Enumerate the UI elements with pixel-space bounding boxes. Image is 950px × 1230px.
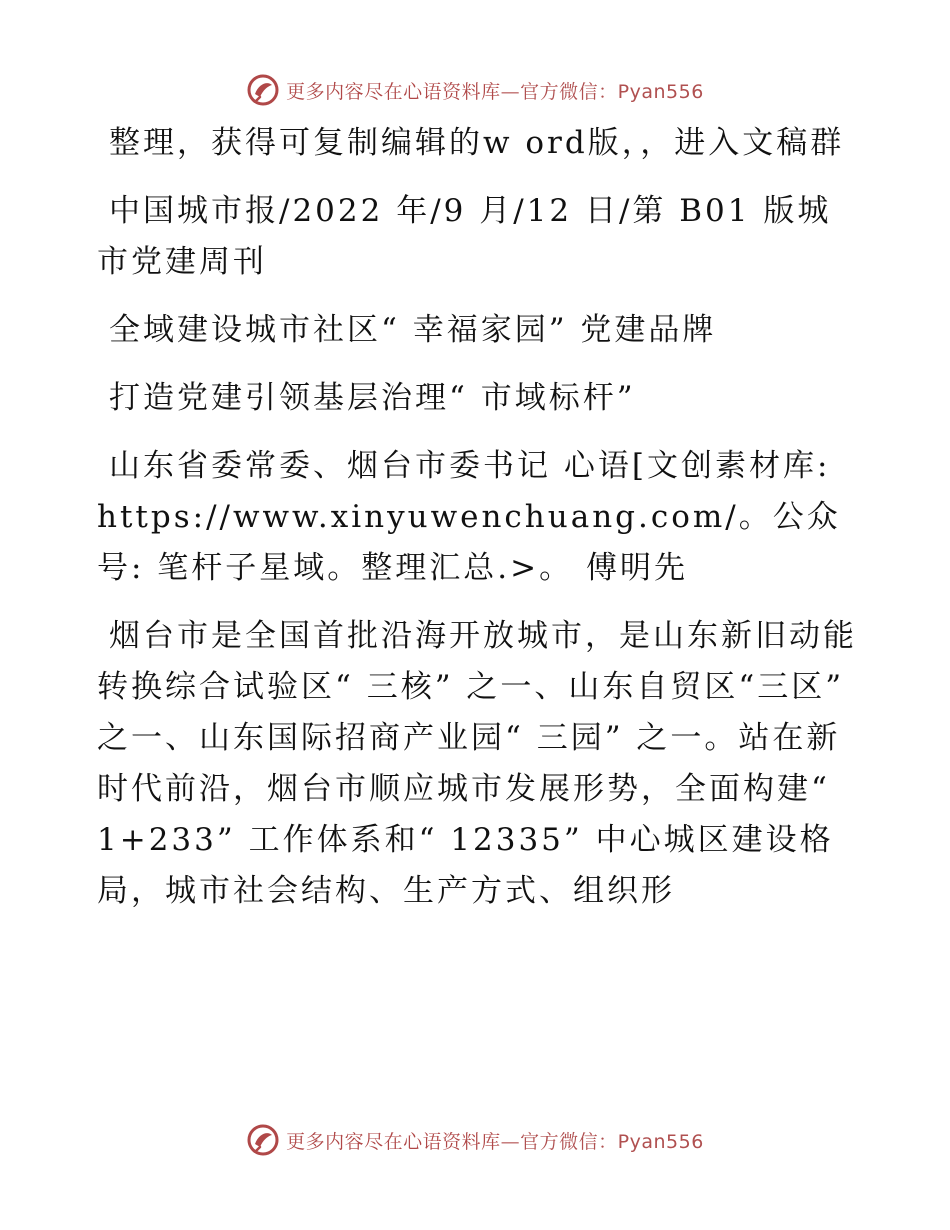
header-banner-main: 更多内容尽在心语资料库 xyxy=(286,80,501,103)
brand-logo-icon xyxy=(246,73,280,107)
paragraph-author: 山东省委常委、烟台市委书记 心语[文创素材库: https://www.xinyuwenchuang.com/。公众号: 笔杆子星域。整理汇总.>。 傅明先 xyxy=(97,448,841,586)
paragraph-intro: 整理，获得可复制编辑的w ord版，，进入文稿群 xyxy=(109,125,845,161)
paragraph-source: 中国城市报/2022 年/9 月/12 日/第 B01 版城市党建周刊 xyxy=(97,193,832,280)
header-banner-text xyxy=(286,77,704,104)
header-banner-separator: — xyxy=(500,80,521,103)
footer-banner xyxy=(0,1120,950,1160)
paragraph-subheadline: 打造党建引领基层治理“ 市域标杆” xyxy=(109,380,636,416)
header-banner-official: 官方微信：Pyan556 xyxy=(520,80,704,103)
paragraph-body: 烟台市是全国首批沿海开放城市，是山东新旧动能转换综合试验区“ 三核” 之一、山东自贸区“三区” 之一、山东国际招商产业园“ 三园” 之一。站在新时代前沿，烟台市顺应城市发展形势，全面构建“ 1+233” 工作体系和“ 12335” 中心城区建设格局，城市社会结构、生产方式、组织形 xyxy=(97,618,857,909)
header-banner xyxy=(0,70,950,110)
footer-banner-separator: — xyxy=(500,1130,521,1153)
paragraph-headline: 全域建设城市社区“ 幸福家园” 党建品牌 xyxy=(109,312,717,348)
brand-logo-icon xyxy=(246,1123,280,1157)
footer-banner-official: 官方微信：Pyan556 xyxy=(520,1130,704,1153)
footer-banner-main: 更多内容尽在心语资料库 xyxy=(286,1130,501,1153)
footer-banner-text xyxy=(286,1127,704,1154)
document-body xyxy=(97,118,857,934)
